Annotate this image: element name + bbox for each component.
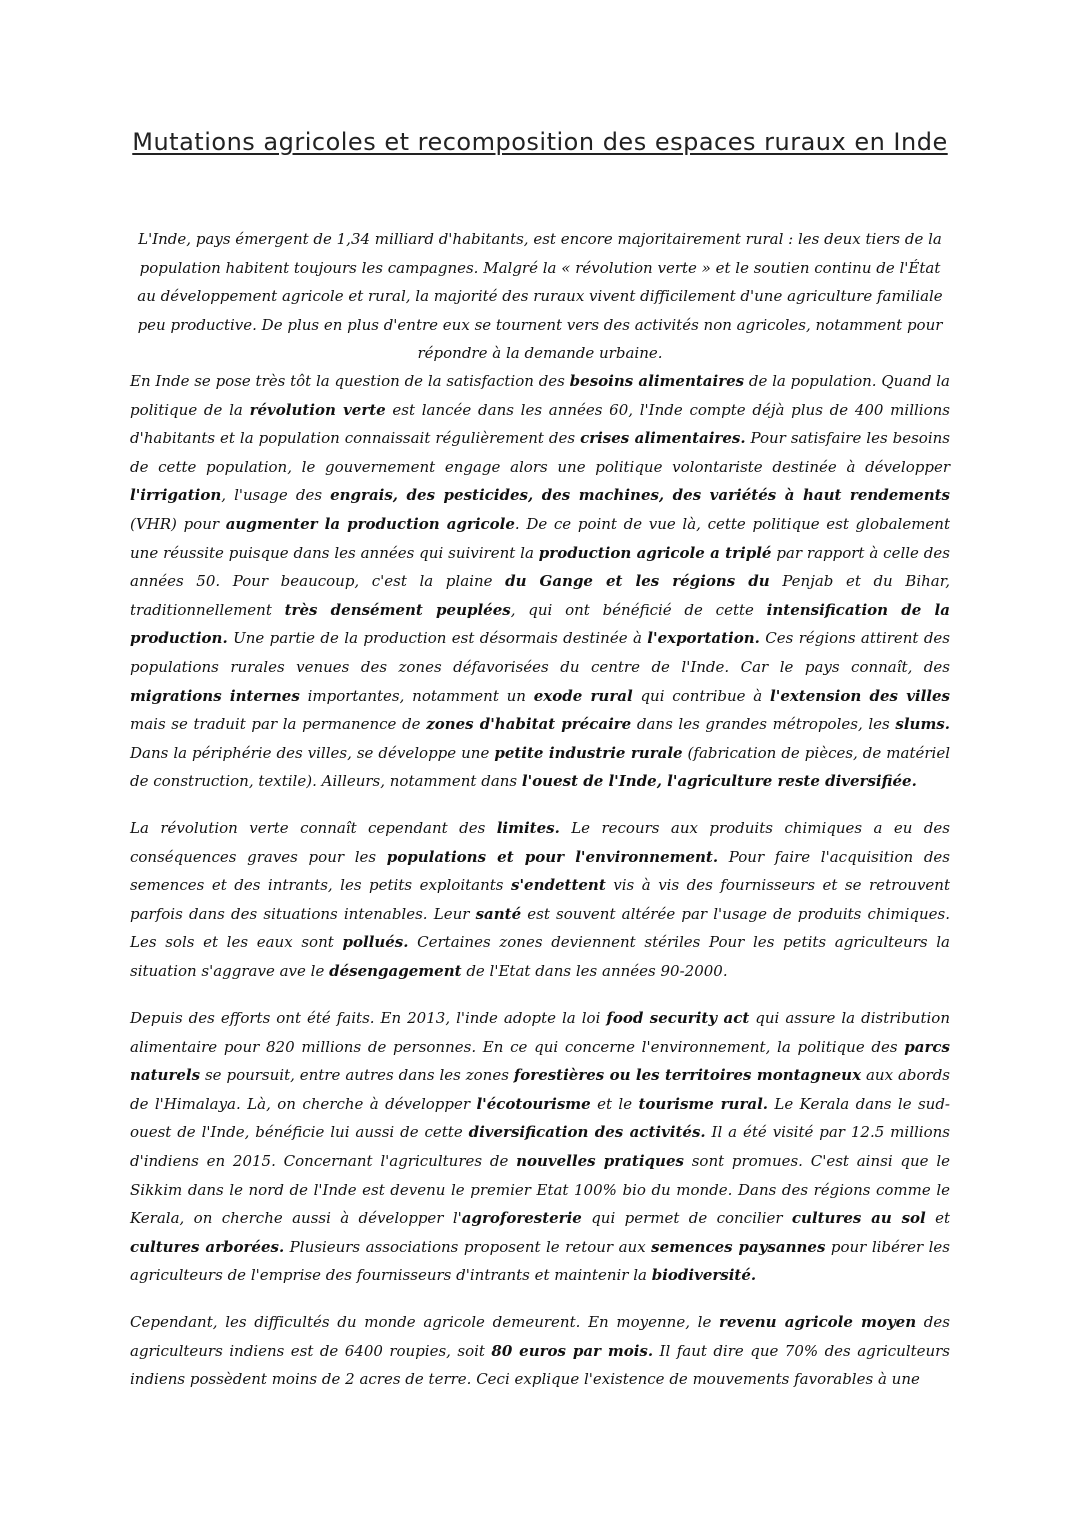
text-segment: mais se traduit par la permanence de xyxy=(130,715,427,734)
text-segment: Cependant, les difficultés du monde agricole demeurent. En moyenne, le xyxy=(130,1313,720,1331)
bold-keyword: migrations internes xyxy=(130,686,300,705)
bold-keyword: l'ouest de l'Inde, l'agriculture reste diversifiée. xyxy=(521,772,917,791)
text-segment: En Inde se pose très tôt la question de la satisfaction des xyxy=(130,372,570,390)
text-segment: Il faut dire que 70% des agriculteurs indiens possèdent moins de 2 acres de terre. Ceci explique l'existence de mouvements favorables à une xyxy=(130,1341,950,1389)
bold-keyword: besoins alimentaires xyxy=(569,372,745,390)
text-segment: (VHR) pour xyxy=(130,514,226,533)
bold-keyword: populations et pour l'environnement. xyxy=(386,847,719,866)
text-segment: et le xyxy=(590,1094,639,1113)
bold-keyword: 80 euros par mois. xyxy=(491,1341,654,1360)
text-segment: dans les grandes métropoles, les xyxy=(631,715,896,734)
text-segment: des agriculteurs indiens est de 6400 roupies, soit xyxy=(130,1313,950,1360)
text-segment: Penjab et du Bihar, traditionnellement xyxy=(130,572,951,619)
text-segment: aux abords de l'Himalaya. Là, on cherche à développer xyxy=(130,1066,950,1113)
text-segment: qui contribue à xyxy=(632,686,771,705)
bold-keyword: l'irrigation xyxy=(130,486,222,505)
text-segment: vis à vis des fournisseurs et se retrouvent parfois dans des situations intenables. Leur xyxy=(130,876,950,923)
text-segment: importantes, notamment un xyxy=(299,686,534,705)
paragraph-efforts xyxy=(130,1004,950,1290)
text-segment: pour libérer les agriculteurs de l'emprise des fournisseurs d'intrants et maintenir la xyxy=(130,1237,950,1285)
text-segment: La révolution verte connaît cependant des xyxy=(130,819,497,837)
bold-keyword: du Gange et les régions du xyxy=(505,572,770,591)
bold-keyword: production agricole a triplé xyxy=(538,543,772,562)
bold-keyword: semences paysannes xyxy=(651,1237,826,1256)
bold-keyword: désengagement xyxy=(329,961,462,980)
paragraph-limits xyxy=(130,814,950,986)
paragraph-green-revolution xyxy=(130,367,950,796)
text-segment: sont promues. C'est ainsi que le Sikkim dans le nord de l'Inde est devenu le premier Etat 100% bio du monde. Dans des régions comme le Kerala, on cherche aussi à développer l' xyxy=(130,1151,950,1228)
bold-keyword: tourisme rural. xyxy=(638,1094,769,1113)
text-segment: qui assure la distribution alimentaire pour 820 millions de personnes. En ce qui concerne l'environnement, la politique des xyxy=(130,1009,950,1056)
bold-keyword: engrais, des pesticides, des machines, des variétés à haut rendements xyxy=(330,486,951,505)
text-segment: et xyxy=(925,1209,950,1228)
bold-keyword: augmenter la production agricole xyxy=(225,514,515,533)
bold-keyword: biodiversité. xyxy=(651,1266,757,1285)
paragraph-difficulties xyxy=(130,1308,950,1394)
text-segment: qui permet de concilier xyxy=(581,1209,792,1228)
bold-keyword: l'écotourisme xyxy=(476,1094,591,1113)
bold-keyword: cultures arborées. xyxy=(130,1237,285,1256)
document-title: Mutations agricoles et recomposition des espaces ruraux en Inde xyxy=(132,128,948,156)
text-segment: est lancée dans les années 60, l'Inde compte déjà plus de 400 millions d'habitants et la population connaissait régulièrement des xyxy=(130,400,950,448)
bold-keyword: révolution verte xyxy=(249,400,386,419)
text-segment: Ces régions attirent des populations rurales venues des zones défavorisées du centre de l'Inde. Car le pays connaît, des xyxy=(130,629,951,676)
text-segment: , l'usage des xyxy=(221,486,331,505)
text-segment: (fabrication de pièces, de matériel de construction, textile). Ailleurs, notamment dans xyxy=(130,743,950,791)
text-segment: Il a été visité par 12.5 millions d'indiens en 2015. Concernant l'agricultures de xyxy=(130,1123,950,1170)
bold-keyword: pollués. xyxy=(342,933,409,952)
bold-keyword: santé xyxy=(475,904,522,923)
text-segment: Depuis des efforts ont été faits. En 2013, l'inde adopte la loi xyxy=(130,1009,607,1027)
bold-keyword: l'extension des villes xyxy=(770,686,950,705)
bold-keyword: forestières ou les territoires montagneux xyxy=(513,1066,862,1085)
text-segment: Dans la périphérie des villes, se développe une xyxy=(130,743,495,762)
bold-keyword: s'endettent xyxy=(511,876,606,895)
bold-keyword: parcs naturels xyxy=(130,1037,950,1085)
text-segment: . De ce point de vue là, cette politique est globalement une réussite puisque dans les années qui suivirent la xyxy=(130,514,950,562)
text-segment: Le Kerala dans le sud-ouest de l'Inde, bénéficie lui aussi de cette xyxy=(130,1094,950,1142)
text-segment: Une partie de la production est désormais destinée à xyxy=(227,629,648,648)
bold-keyword: limites. xyxy=(496,819,560,837)
bold-keyword: petite industrie rurale xyxy=(494,743,683,762)
bold-keyword: l'exportation. xyxy=(647,629,760,648)
text-segment: de l'Etat dans les années 90-2000. xyxy=(461,961,728,980)
text-segment: de la population. Quand la politique de la xyxy=(130,372,950,419)
bold-keyword: slums. xyxy=(895,715,950,734)
text-segment: , qui ont bénéficié de cette xyxy=(510,600,767,619)
bold-keyword: diversification des activités. xyxy=(468,1123,706,1142)
bold-keyword: cultures au sol xyxy=(791,1209,926,1228)
text-segment: Plusieurs associations proposent le retour aux xyxy=(284,1237,652,1256)
text-segment: est souvent altérée par l'usage de produits chimiques. Les sols et les eaux sont xyxy=(130,904,951,952)
bold-keyword: zones d'habitat précaire xyxy=(426,715,632,734)
bold-keyword: agroforesterie xyxy=(461,1209,582,1228)
intro-paragraph: L'Inde, pays émergent de 1,34 milliard d'habitants, est encore majoritairement rural : les deux tiers de la population habitent toujours les campagnes. Malgré la « révolution verte » et le soutien continu de l'État au développement agricole et rural, la majorité des ruraux vivent difficilement d'une agriculture familiale peu productive. De plus en plus d'entre eux se tournent vers des activités non agricoles, notamment pour répondre à la demande urbaine. xyxy=(137,230,943,363)
text-segment: se poursuit, entre autres dans les zones xyxy=(200,1066,514,1085)
bold-keyword: intensification de la production. xyxy=(130,600,950,648)
bold-keyword: crises alimentaires. xyxy=(580,429,746,448)
text-segment: Certaines zones deviennent stériles Pour les petits agriculteurs la situation s'aggrave ave le xyxy=(130,933,950,980)
text-segment: par rapport à celle des années 50. Pour beaucoup, c'est la plaine xyxy=(130,543,950,591)
bold-keyword: nouvelles pratiques xyxy=(516,1151,684,1170)
bold-keyword: food security act xyxy=(606,1009,750,1027)
text-segment: Pour faire l'acquisition des semences et des intrants, les petits exploitants xyxy=(130,847,950,895)
bold-keyword: très densément peuplées xyxy=(284,600,511,619)
bold-keyword: revenu agricole moyen xyxy=(719,1313,917,1331)
text-segment: Pour satisfaire les besoins de cette population, le gouvernement engage alors une politique volontariste destinée à développer xyxy=(130,429,950,476)
bold-keyword: exode rural xyxy=(533,686,633,705)
text-segment: Le recours aux produits chimiques a eu des conséquences graves pour les xyxy=(130,819,950,866)
